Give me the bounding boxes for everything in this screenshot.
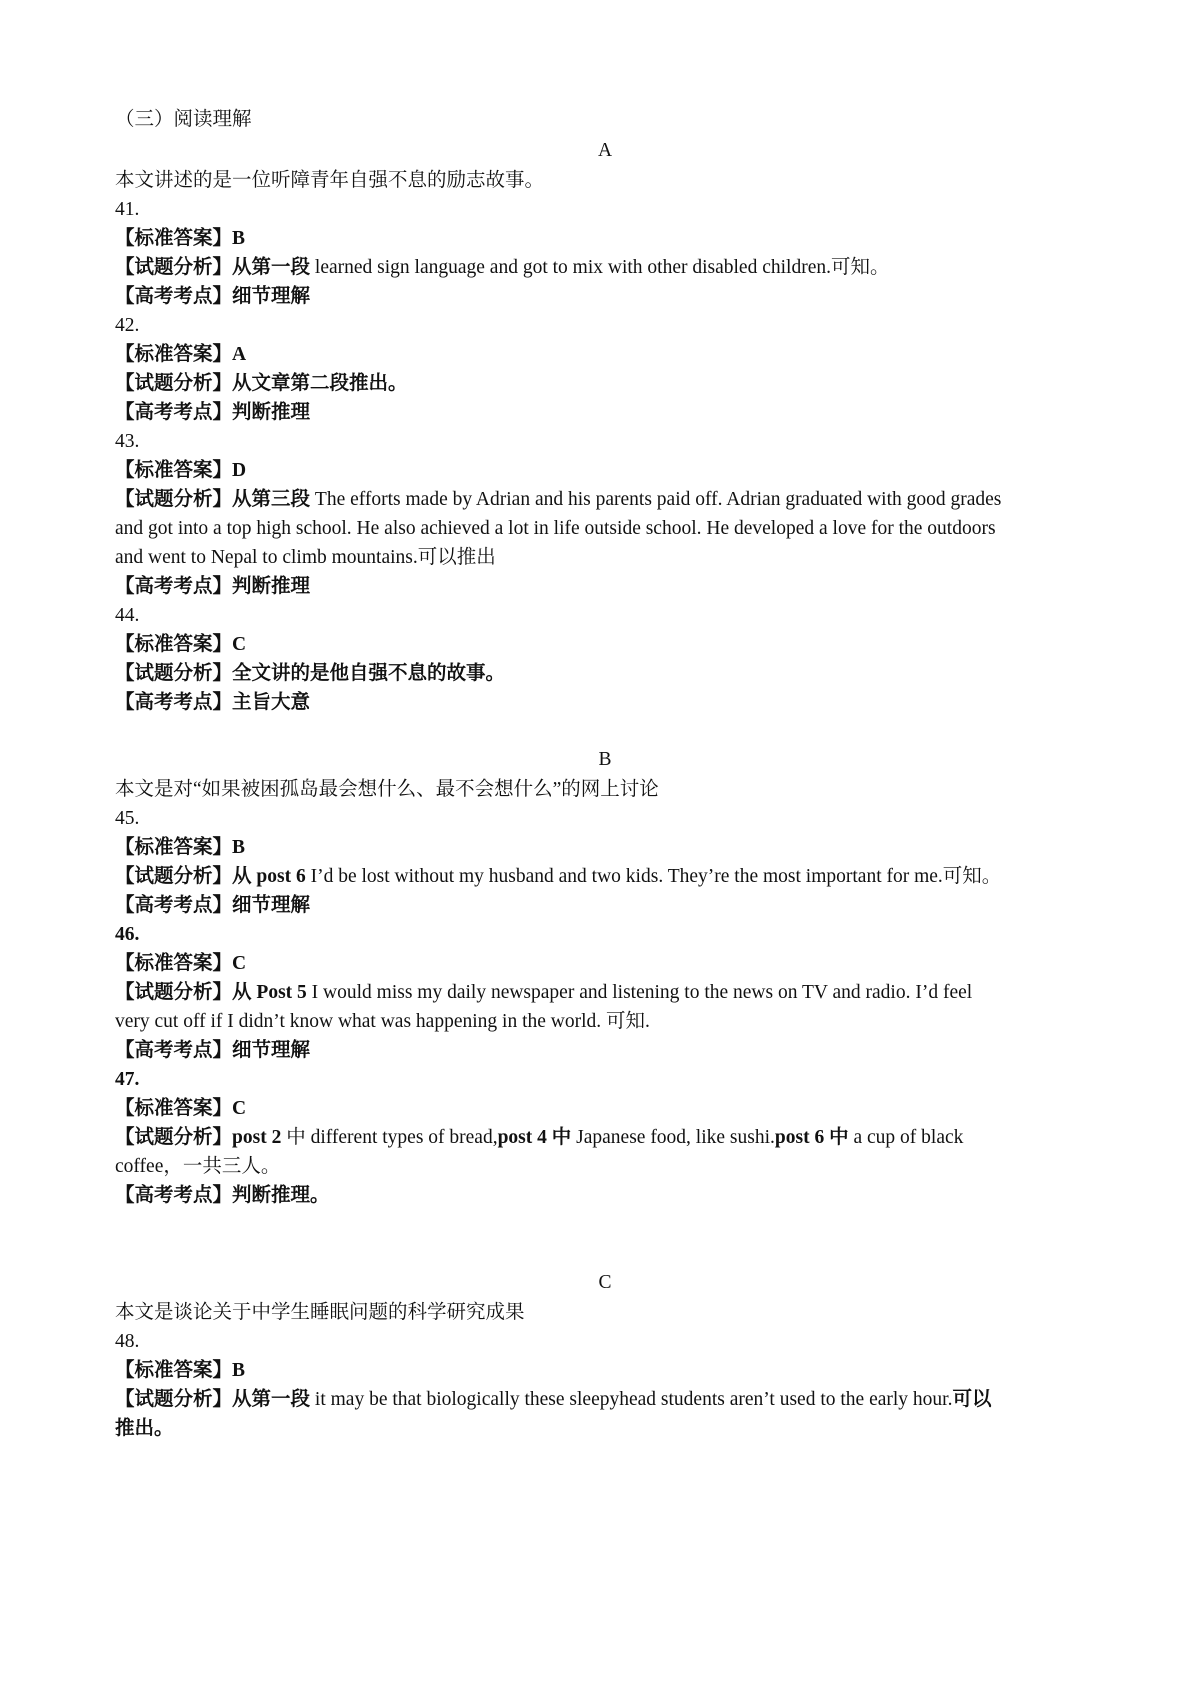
q45-answer: 【标准答案】B bbox=[115, 837, 246, 858]
q43-analysis-line1: 【试题分析】从第三段 The efforts made by Adrian and his parents paid off. Adrian graduated with good grades bbox=[115, 489, 1002, 510]
section-a-intro: 本文讲述的是一位听障青年自强不息的励志故事。 bbox=[115, 170, 545, 191]
q42-exam-point: 【高考考点】判断推理 bbox=[115, 402, 311, 423]
q47-exam-point: 【高考考点】判断推理。 bbox=[115, 1185, 330, 1206]
section-b-letter: B bbox=[598, 749, 612, 770]
q45-analysis: 【试题分析】从 post 6 I’d be lost without my husband and two kids. They’re the most important for me.可知。 bbox=[115, 866, 1002, 887]
section-c-letter: C bbox=[598, 1272, 612, 1293]
q41-exam-point: 【高考考点】细节理解 bbox=[115, 286, 311, 307]
q44-exam-point: 【高考考点】主旨大意 bbox=[115, 692, 311, 713]
q44-analysis: 【试题分析】全文讲的是他自强不息的故事。 bbox=[115, 663, 506, 684]
q45-number: 45. bbox=[115, 808, 140, 829]
q47-analysis-line2: coffee，一共三人。 bbox=[115, 1156, 281, 1177]
q46-analysis-line2: very cut off if I didn’t know what was happening in the world. 可知. bbox=[115, 1011, 650, 1032]
q46-number: 46. bbox=[115, 924, 140, 945]
section-a-letter: A bbox=[597, 140, 613, 161]
q41-analysis: 【试题分析】从第一段 learned sign language and got to mix with other disabled children.可知。 bbox=[115, 257, 890, 278]
q46-answer: 【标准答案】C bbox=[115, 953, 247, 974]
q43-number: 43. bbox=[115, 431, 140, 452]
q48-answer: 【标准答案】B bbox=[115, 1360, 246, 1381]
section-b-intro: 本文是对“如果被困孤岛最会想什么、最不会想什么”的网上讨论 bbox=[115, 779, 659, 800]
q42-number: 42. bbox=[115, 315, 140, 336]
q47-analysis-line1: 【试题分析】post 2 中 different types of bread,post 4 中 Japanese food, like sushi.post 6 中 a cup of black bbox=[115, 1127, 964, 1148]
q48-analysis-line2: 推出。 bbox=[115, 1418, 174, 1439]
q43-exam-point: 【高考考点】判断推理 bbox=[115, 576, 311, 597]
q42-answer: 【标准答案】A bbox=[115, 344, 247, 365]
q46-exam-point: 【高考考点】细节理解 bbox=[115, 1040, 311, 1061]
q47-answer: 【标准答案】C bbox=[115, 1098, 247, 1119]
q43-answer: 【标准答案】D bbox=[115, 460, 247, 481]
q43-analysis-line2: and got into a top high school. He also achieved a lot in life outside school. He developed a love for the outdoors bbox=[115, 518, 996, 539]
q43-analysis-line3: and went to Nepal to climb mountains.可以推出 bbox=[115, 547, 496, 568]
q44-number: 44. bbox=[115, 605, 140, 626]
q44-answer: 【标准答案】C bbox=[115, 634, 247, 655]
q48-number: 48. bbox=[115, 1331, 140, 1352]
q42-analysis: 【试题分析】从文章第二段推出。 bbox=[115, 373, 408, 394]
q48-analysis-line1: 【试题分析】从第一段 it may be that biologically these sleepyhead students aren’t used to the early hour.可以 bbox=[115, 1389, 992, 1410]
section-heading: （三）阅读理解 bbox=[115, 109, 252, 130]
q41-number: 41. bbox=[115, 199, 140, 220]
q45-exam-point: 【高考考点】细节理解 bbox=[115, 895, 311, 916]
section-c-intro: 本文是谈论关于中学生睡眠问题的科学研究成果 bbox=[115, 1302, 525, 1323]
q46-analysis-line1: 【试题分析】从 Post 5 I would miss my daily newspaper and listening to the news on TV and radio. I’d feel bbox=[115, 982, 973, 1003]
q41-answer: 【标准答案】B bbox=[115, 228, 246, 249]
q47-number: 47. bbox=[115, 1069, 140, 1090]
